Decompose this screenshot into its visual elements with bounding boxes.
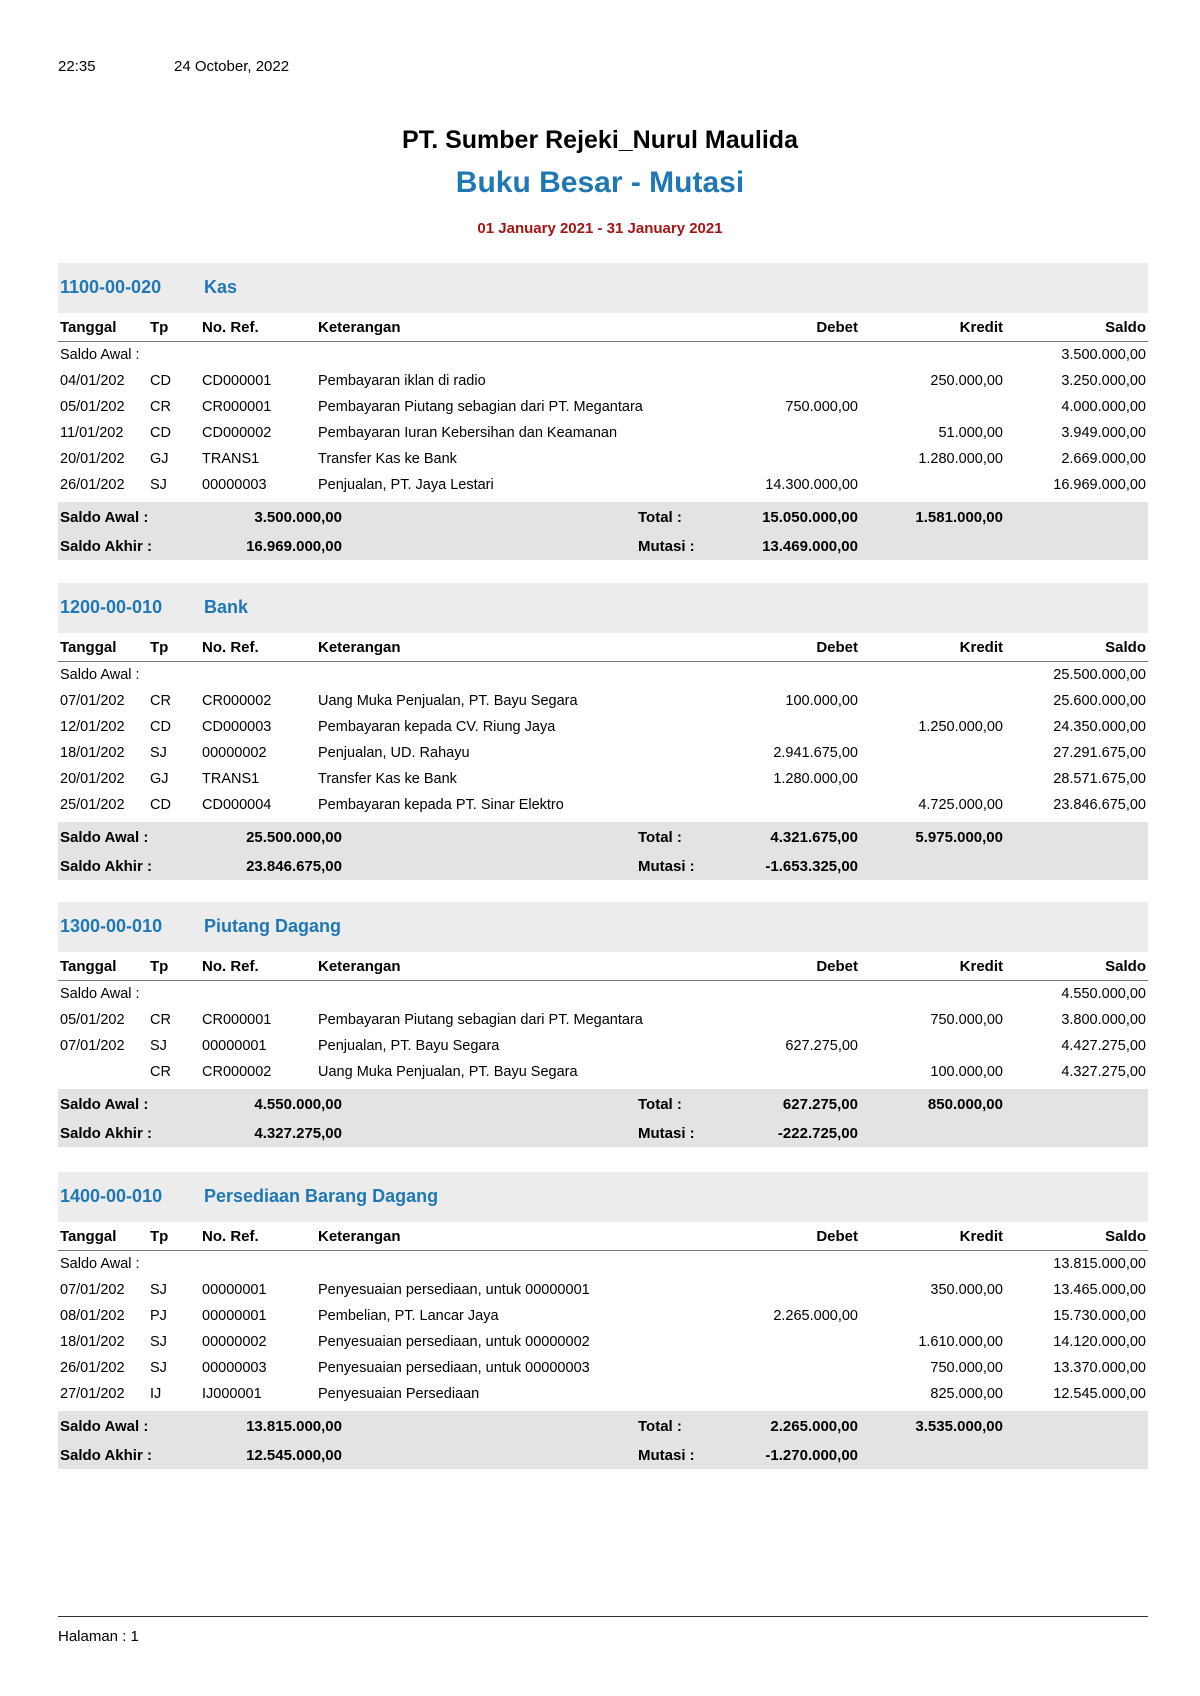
table-row: [58, 1381, 1148, 1407]
table-row: [58, 420, 1148, 446]
row-saldo: 4.327.275,00: [1061, 1064, 1146, 1080]
saldo-awal-label: Saldo Awal :: [60, 829, 149, 846]
account-code: 1200-00-010: [60, 597, 163, 617]
col-saldo: Saldo: [1105, 639, 1146, 656]
row-saldo: 16.969.000,00: [1053, 477, 1146, 493]
row-saldo: 24.350.000,00: [1053, 719, 1146, 735]
account-name: Persediaan Barang Dagang: [204, 1186, 439, 1206]
totals-block: [58, 1411, 1148, 1469]
totals-block: [58, 1089, 1148, 1147]
column-header: [58, 952, 1148, 981]
footer-divider: [58, 1616, 1148, 1617]
row-debet: 1.280.000,00: [773, 771, 858, 787]
saldo-awal-label: Saldo Awal :: [60, 509, 149, 526]
table-row: [58, 472, 1148, 498]
totals-block: [58, 502, 1148, 560]
row-date: 12/01/202: [60, 719, 125, 735]
row-type: CD: [150, 425, 171, 441]
account-header: [58, 1172, 1148, 1222]
col-ref: No. Ref.: [202, 1228, 259, 1245]
page-number: Halaman : 1: [58, 1628, 139, 1645]
table-row: [58, 714, 1148, 740]
row-date: 20/01/202: [60, 771, 125, 787]
row-description: Penjualan, PT. Jaya Lestari: [318, 477, 494, 493]
saldo-akhir-label: Saldo Akhir :: [60, 538, 152, 555]
mutasi-label: Mutasi :: [638, 538, 695, 555]
account-section: [58, 902, 1148, 1147]
account-code: 1100-00-020: [60, 277, 162, 297]
saldo-awal-value: 3.500.000,00: [254, 509, 342, 526]
total-label: Total :: [638, 509, 682, 526]
saldo-awal-label: Saldo Awal :: [60, 1418, 149, 1435]
col-ref: No. Ref.: [202, 639, 259, 656]
column-header: [58, 313, 1148, 342]
row-saldo: 13.370.000,00: [1053, 1360, 1146, 1376]
col-saldo: Saldo: [1105, 958, 1146, 975]
row-saldo: 28.571.675,00: [1053, 771, 1146, 787]
mutation-row: [58, 851, 1148, 880]
saldo-awal-label: Saldo Awal :: [60, 1096, 149, 1113]
totals-row: [58, 1411, 1148, 1440]
opening-label: Saldo Awal :: [60, 1256, 140, 1272]
total-debet: 627.275,00: [782, 1096, 858, 1113]
opening-label: Saldo Awal :: [60, 667, 140, 683]
col-keterangan: Keterangan: [318, 1228, 401, 1245]
row-saldo: 15.730.000,00: [1053, 1308, 1146, 1324]
totals-block: [58, 822, 1148, 880]
col-tp: Tp: [150, 958, 169, 975]
row-saldo: 13.465.000,00: [1053, 1282, 1146, 1298]
mutasi-label: Mutasi :: [638, 1447, 695, 1464]
row-kredit: 100.000,00: [930, 1064, 1003, 1080]
total-label: Total :: [638, 1096, 682, 1113]
row-type: CD: [150, 373, 171, 389]
saldo-akhir-label: Saldo Akhir :: [60, 1125, 152, 1142]
row-description: Penyesuaian persediaan, untuk 00000001: [318, 1282, 590, 1298]
row-date: 25/01/202: [60, 797, 125, 813]
row-saldo: 23.846.675,00: [1053, 797, 1146, 813]
row-kredit: 51.000,00: [938, 425, 1003, 441]
row-saldo: 4.427.275,00: [1061, 1038, 1146, 1054]
col-tanggal: Tanggal: [60, 319, 117, 336]
opening-value: 3.500.000,00: [1061, 347, 1146, 363]
row-description: Pembayaran kepada PT. Sinar Elektro: [318, 797, 564, 813]
row-date: 07/01/202: [60, 1038, 125, 1054]
row-type: GJ: [150, 771, 169, 787]
col-ref: No. Ref.: [202, 958, 259, 975]
row-date: 07/01/202: [60, 693, 125, 709]
account-name: Bank: [204, 597, 249, 617]
account-name: Kas: [204, 277, 238, 297]
row-date: 18/01/202: [60, 1334, 125, 1350]
col-saldo: Saldo: [1105, 319, 1146, 336]
row-saldo: 12.545.000,00: [1053, 1386, 1146, 1402]
row-date: 07/01/202: [60, 1282, 125, 1298]
row-date: 08/01/202: [60, 1308, 125, 1324]
row-saldo: 25.600.000,00: [1053, 693, 1146, 709]
total-kredit: 5.975.000,00: [915, 829, 1003, 846]
opening-label: Saldo Awal :: [60, 347, 140, 363]
row-kredit: 350.000,00: [930, 1282, 1003, 1298]
row-kredit: 1.250.000,00: [918, 719, 1003, 735]
mutasi-label: Mutasi :: [638, 1125, 695, 1142]
account-section: [58, 1172, 1148, 1469]
row-saldo: 3.800.000,00: [1061, 1012, 1146, 1028]
row-kredit: 750.000,00: [930, 1012, 1003, 1028]
row-type: GJ: [150, 451, 169, 467]
mutasi-value: -1.653.325,00: [765, 858, 858, 875]
row-kredit: 825.000,00: [930, 1386, 1003, 1402]
col-debet: Debet: [816, 1228, 858, 1245]
row-debet: 100.000,00: [785, 693, 858, 709]
column-header: [58, 633, 1148, 662]
row-debet: 750.000,00: [785, 399, 858, 415]
col-ref: No. Ref.: [202, 319, 259, 336]
row-date: 05/01/202: [60, 399, 125, 415]
table-row: [58, 1059, 1148, 1085]
row-date: 20/01/202: [60, 451, 125, 467]
col-tanggal: Tanggal: [60, 639, 117, 656]
row-kredit: 1.280.000,00: [918, 451, 1003, 467]
row-date: 27/01/202: [60, 1386, 125, 1402]
report-timestamp: [58, 58, 290, 75]
saldo-akhir-value: 4.327.275,00: [254, 1125, 342, 1142]
row-type: CD: [150, 719, 171, 735]
table-row: [58, 446, 1148, 472]
row-saldo: 4.000.000,00: [1061, 399, 1146, 415]
col-kredit: Kredit: [959, 1228, 1003, 1245]
total-kredit: 1.581.000,00: [915, 509, 1003, 526]
mutasi-value: -1.270.000,00: [765, 1447, 858, 1464]
report-period: 01 January 2021 - 31 January 2021: [477, 220, 723, 237]
row-date: 26/01/202: [60, 477, 125, 493]
row-saldo: 14.120.000,00: [1053, 1334, 1146, 1350]
row-kredit: 1.610.000,00: [918, 1334, 1003, 1350]
table-row: [58, 1007, 1148, 1033]
row-description: Penyesuaian Persediaan: [318, 1386, 480, 1402]
totals-row: [58, 1089, 1148, 1118]
row-ref: 00000001: [202, 1038, 267, 1054]
table-row: [58, 766, 1148, 792]
mutation-row: [58, 1440, 1148, 1469]
saldo-awal-value: 13.815.000,00: [246, 1418, 342, 1435]
row-kredit: 4.725.000,00: [918, 797, 1003, 813]
col-debet: Debet: [816, 639, 858, 656]
row-type: SJ: [150, 1282, 167, 1298]
table-row: [58, 688, 1148, 714]
row-date: 26/01/202: [60, 1360, 125, 1376]
totals-row: [58, 502, 1148, 531]
saldo-awal-value: 25.500.000,00: [246, 829, 342, 846]
col-keterangan: Keterangan: [318, 319, 401, 336]
table-row: [58, 740, 1148, 766]
row-ref: CR000002: [202, 1064, 272, 1080]
table-row: [58, 792, 1148, 818]
account-code: 1400-00-010: [60, 1186, 163, 1206]
row-type: SJ: [150, 1360, 167, 1376]
account-header: [58, 263, 1148, 313]
col-tp: Tp: [150, 319, 169, 336]
row-description: Penyesuaian persediaan, untuk 00000003: [318, 1360, 590, 1376]
table-row: [58, 1329, 1148, 1355]
row-ref: 00000003: [202, 1360, 267, 1376]
mutasi-value: 13.469.000,00: [762, 538, 858, 555]
row-type: SJ: [150, 1334, 167, 1350]
col-kredit: Kredit: [959, 958, 1003, 975]
row-saldo: 3.949.000,00: [1061, 425, 1146, 441]
account-name: Piutang Dagang: [204, 916, 342, 936]
opening-label: Saldo Awal :: [60, 986, 140, 1002]
row-debet: 14.300.000,00: [765, 477, 858, 493]
row-ref: CD000003: [202, 719, 272, 735]
row-ref: CD000002: [202, 425, 272, 441]
row-debet: 2.265.000,00: [773, 1308, 858, 1324]
col-keterangan: Keterangan: [318, 958, 401, 975]
row-ref: CR000001: [202, 1012, 272, 1028]
opening-value: 4.550.000,00: [1061, 986, 1146, 1002]
row-description: Pembayaran kepada CV. Riung Jaya: [318, 719, 556, 735]
print-time: 22:35: [58, 58, 96, 75]
row-description: Penyesuaian persediaan, untuk 00000002: [318, 1334, 590, 1350]
total-debet: 2.265.000,00: [770, 1418, 858, 1435]
col-debet: Debet: [816, 319, 858, 336]
row-type: IJ: [150, 1386, 162, 1402]
col-tp: Tp: [150, 1228, 169, 1245]
row-description: Uang Muka Penjualan, PT. Bayu Segara: [318, 693, 578, 709]
row-saldo: 2.669.000,00: [1061, 451, 1146, 467]
saldo-akhir-label: Saldo Akhir :: [60, 858, 152, 875]
row-description: Penjualan, UD. Rahayu: [318, 745, 470, 761]
col-kredit: Kredit: [959, 319, 1003, 336]
col-tanggal: Tanggal: [60, 1228, 117, 1245]
col-keterangan: Keterangan: [318, 639, 401, 656]
total-label: Total :: [638, 1418, 682, 1435]
row-type: CR: [150, 399, 171, 415]
row-kredit: 750.000,00: [930, 1360, 1003, 1376]
row-type: CD: [150, 797, 171, 813]
row-ref: CR000002: [202, 693, 272, 709]
opening-balance-row: [58, 981, 1148, 1007]
col-saldo: Saldo: [1105, 1228, 1146, 1245]
column-header: [58, 1222, 1148, 1251]
row-description: Pembayaran Piutang sebagian dari PT. Megantara: [318, 399, 643, 415]
saldo-akhir-value: 23.846.675,00: [246, 858, 342, 875]
row-description: Uang Muka Penjualan, PT. Bayu Segara: [318, 1064, 578, 1080]
row-kredit: 250.000,00: [930, 373, 1003, 389]
row-ref: TRANS1: [202, 451, 260, 467]
account-header: [58, 902, 1148, 952]
opening-balance-row: [58, 1251, 1148, 1277]
row-description: Pembayaran Piutang sebagian dari PT. Megantara: [318, 1012, 643, 1028]
table-row: [58, 1355, 1148, 1381]
print-date: 24 October, 2022: [174, 58, 290, 75]
row-debet: 2.941.675,00: [773, 745, 858, 761]
row-ref: CD000001: [202, 373, 272, 389]
mutasi-label: Mutasi :: [638, 858, 695, 875]
totals-row: [58, 822, 1148, 851]
table-row: [58, 1033, 1148, 1059]
row-type: CR: [150, 693, 171, 709]
saldo-awal-value: 4.550.000,00: [254, 1096, 342, 1113]
table-row: [58, 1303, 1148, 1329]
row-ref: CD000004: [202, 797, 272, 813]
account-header: [58, 583, 1148, 633]
row-type: SJ: [150, 1038, 167, 1054]
row-type: CR: [150, 1012, 171, 1028]
row-description: Pembayaran Iuran Kebersihan dan Keamanan: [318, 425, 618, 441]
total-kredit: 850.000,00: [927, 1096, 1003, 1113]
saldo-akhir-label: Saldo Akhir :: [60, 1447, 152, 1464]
row-description: Pembelian, PT. Lancar Jaya: [318, 1308, 499, 1324]
row-ref: IJ000001: [202, 1386, 262, 1402]
col-kredit: Kredit: [959, 639, 1003, 656]
row-ref: CR000001: [202, 399, 272, 415]
total-debet: 4.321.675,00: [770, 829, 858, 846]
saldo-akhir-value: 16.969.000,00: [246, 538, 342, 555]
row-description: Transfer Kas ke Bank: [318, 771, 457, 787]
row-date: 11/01/202: [60, 425, 124, 441]
col-tanggal: Tanggal: [60, 958, 117, 975]
row-ref: 00000003: [202, 477, 267, 493]
row-type: CR: [150, 1064, 171, 1080]
table-row: [58, 368, 1148, 394]
row-description: Penjualan, PT. Bayu Segara: [318, 1038, 500, 1054]
col-tp: Tp: [150, 639, 169, 656]
opening-balance-row: [58, 662, 1148, 688]
row-date: 05/01/202: [60, 1012, 125, 1028]
row-type: SJ: [150, 745, 167, 761]
row-ref: 00000001: [202, 1282, 267, 1298]
mutasi-value: -222.725,00: [777, 1125, 858, 1142]
row-ref: TRANS1: [202, 771, 260, 787]
table-row: [58, 1277, 1148, 1303]
row-saldo: 27.291.675,00: [1053, 745, 1146, 761]
row-date: 18/01/202: [60, 745, 125, 761]
company-name: PT. Sumber Rejeki_Nurul Maulida: [402, 126, 798, 154]
row-debet: 627.275,00: [785, 1038, 858, 1054]
opening-balance-row: [58, 342, 1148, 368]
row-saldo: 3.250.000,00: [1061, 373, 1146, 389]
account-code: 1300-00-010: [60, 916, 163, 936]
total-label: Total :: [638, 829, 682, 846]
row-type: PJ: [150, 1308, 167, 1324]
opening-value: 25.500.000,00: [1053, 667, 1146, 683]
row-description: Pembayaran iklan di radio: [318, 373, 486, 389]
saldo-akhir-value: 12.545.000,00: [246, 1447, 342, 1464]
row-ref: 00000001: [202, 1308, 267, 1324]
account-section: [58, 263, 1148, 560]
row-ref: 00000002: [202, 1334, 267, 1350]
report-title: Buku Besar - Mutasi: [455, 166, 745, 199]
row-description: Transfer Kas ke Bank: [318, 451, 457, 467]
row-type: SJ: [150, 477, 167, 493]
total-kredit: 3.535.000,00: [915, 1418, 1003, 1435]
total-debet: 15.050.000,00: [762, 509, 858, 526]
opening-value: 13.815.000,00: [1053, 1256, 1146, 1272]
account-section: [58, 583, 1148, 880]
row-ref: 00000002: [202, 745, 267, 761]
mutation-row: [58, 1118, 1148, 1147]
mutation-row: [58, 531, 1148, 560]
col-debet: Debet: [816, 958, 858, 975]
table-row: [58, 394, 1148, 420]
row-date: 04/01/202: [60, 373, 125, 389]
